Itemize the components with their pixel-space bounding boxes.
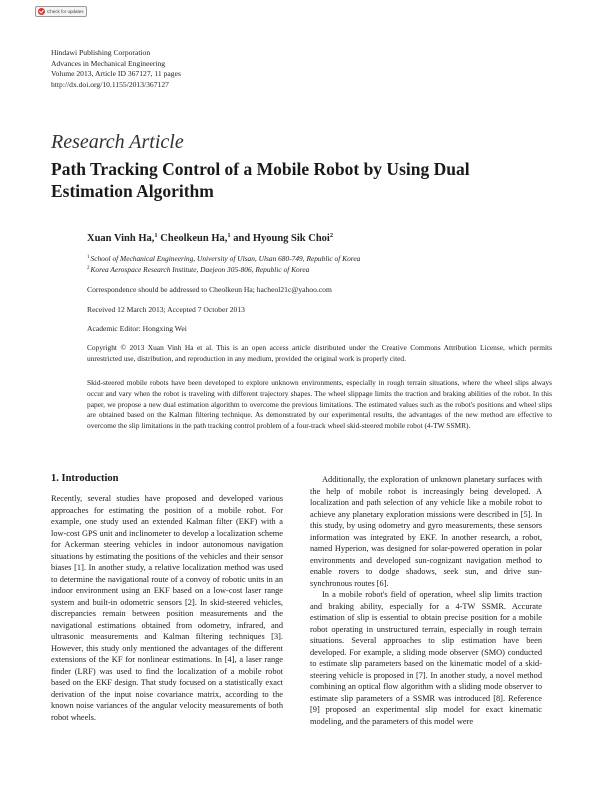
journal-name: Advances in Mechanical Engineering bbox=[51, 58, 166, 68]
affiliation-text: Korea Aerospace Research Institute, Daejeon 305-806, Republic of Korea bbox=[90, 265, 310, 274]
body-paragraph: Additionally, the exploration of unknown planetary surfaces with the help of mobile robot is increasingly being developed. A localization and path selection of any vehicle like a mobile robot to achieve any planetary exploration missions were described in [5]. In this study, by using odometry and gyro measurements, these sensors information was integrated by EKF. In another research, a robot, named Hyperion, was designed for solar-powered operation in polar environments and developed sun-cognizant navigation method to enable rovers to dodge shadows, seek sun, and drive sun-synchronous routes [6]. bbox=[310, 475, 542, 588]
body-paragraph: Recently, several studies have proposed and developed various approaches for estimating the position of a mobile robot. For example, one study used an extended Kalman filter (EKF) with a low-cost GPS unit and inclinometer to develop a localization scheme for Ackerman steering vehicles in indoor autonomous navigation situations by estimating the positions of the vehicles and their sensor biases [1]. In another study, a relative localization method was used to determine the navigational route of a convoy of robotic units in an indoor environment using an EKF based on a low-cost laser range system and built-in odometric sensors [2]. In skid-steered vehicles, discrepancies remain between position measurements and the navigational estimations obtained from odometry, infrared, and ultrasonic measurements and Kalman filtering techniques [3]. However, this study only mentioned the advantages of the different extensions of the KF for nonlinear estimations. In [4], a laser range finder (LRF) was used to find the localization of a mobile robot based on the EKF design. That study focused on a statistically exact derivation of the input noise covariance matrix, according to the known noise variances of the angular velocity measurements of both robot wheels. bbox=[51, 494, 283, 722]
article-type: Research Article bbox=[51, 131, 184, 153]
correspondence: Correspondence should be addressed to Cheolkeun Ha; hacheol21c@yahoo.com bbox=[87, 285, 332, 294]
badge-label: Check for updates bbox=[47, 9, 84, 14]
author-affil-mark: 1 bbox=[227, 232, 231, 239]
body-paragraph: In a mobile robot's field of operation, wheel slip limits traction and braking ability, especially for a 4-TW SSMR. Accurate estimation of slip is essential to obtain precise position for a mobile robot operating in unstructured terrain, especially in rough terrain situations. Several approaches to slip estimation have been developed. For example, a sliding mode observer (SMO) conducted to estimate slip parameters based on the kinematic model of a skid-steering vehicle is proposed in [7]. In another study, a novel method combining an optical flow algorithm with a sliding mode observer to estimate slip parameters of a SSMR was introduced [8]. Reference [9] proposed an experimental slip model for exact kinematic modeling, and the parameters of this model were bbox=[310, 590, 542, 726]
author-affil-mark: 1 bbox=[154, 232, 158, 239]
affiliation-number: 1 bbox=[87, 255, 90, 260]
author-name: and Hyoung Sik Choi bbox=[230, 233, 330, 244]
received-dates: Received 12 March 2013; Accepted 7 October 2013 bbox=[87, 305, 245, 314]
left-column bbox=[51, 473, 283, 723]
check-icon bbox=[38, 8, 45, 15]
affiliation-number: 2 bbox=[87, 266, 90, 271]
publisher: Hindawi Publishing Corporation bbox=[51, 48, 151, 57]
affiliation bbox=[87, 265, 309, 274]
academic-editor: Academic Editor: Hongxing Wei bbox=[87, 324, 187, 333]
journal-header bbox=[51, 48, 181, 90]
section-heading: 1. Introduction bbox=[51, 473, 119, 484]
abstract: Skid-steered mobile robots have been developed to explore unknown environments, especially in rough terrain situations, where the wheel slips always occur and vary when the robot is traveling with different trajectory shapes. The wheel slippage limits the traction and braking abilities of the robot. In this paper, we propose a new dual estimation algorithm to overcome the previous limitations. The estimated values such as the robot's positions and wheel slips are obtained based on the Kalman filtering technique. As demonstrated by our experimental results, the advantages of the new method are effective to overcome the slip limitations in the path tracking control problem of a four-track wheel skid-steered mobile robot (4-TW SSMR). bbox=[87, 378, 552, 431]
volume-line: Volume 2013, Article ID 367127, 11 pages bbox=[51, 69, 181, 79]
author-name: Xuan Vinh Ha, bbox=[87, 233, 155, 244]
affiliation-text: School of Mechanical Engineering, University of Ulsan, Ulsan 680-749, Republic of Korea bbox=[90, 254, 361, 263]
copyright-license: Copyright © 2013 Xuan Vinh Ha et al. This is an open access article distributed under the Creative Commons Attribution License, which permits unrestricted use, distribution, and reproduction in any medium, provided the original work is properly cited. bbox=[87, 343, 552, 363]
affiliation bbox=[87, 254, 360, 263]
right-column bbox=[310, 474, 542, 727]
author-list bbox=[87, 232, 333, 244]
author-name: Cheolkeun Ha, bbox=[157, 233, 228, 244]
check-for-updates-badge[interactable] bbox=[35, 6, 87, 17]
doi-link[interactable]: http://dx.doi.org/10.1155/2013/367127 bbox=[51, 79, 169, 89]
author-affil-mark: 2 bbox=[329, 232, 334, 239]
paper-title: Path Tracking Control of a Mobile Robot by Using Dual Estimation Algorithm bbox=[51, 159, 470, 201]
